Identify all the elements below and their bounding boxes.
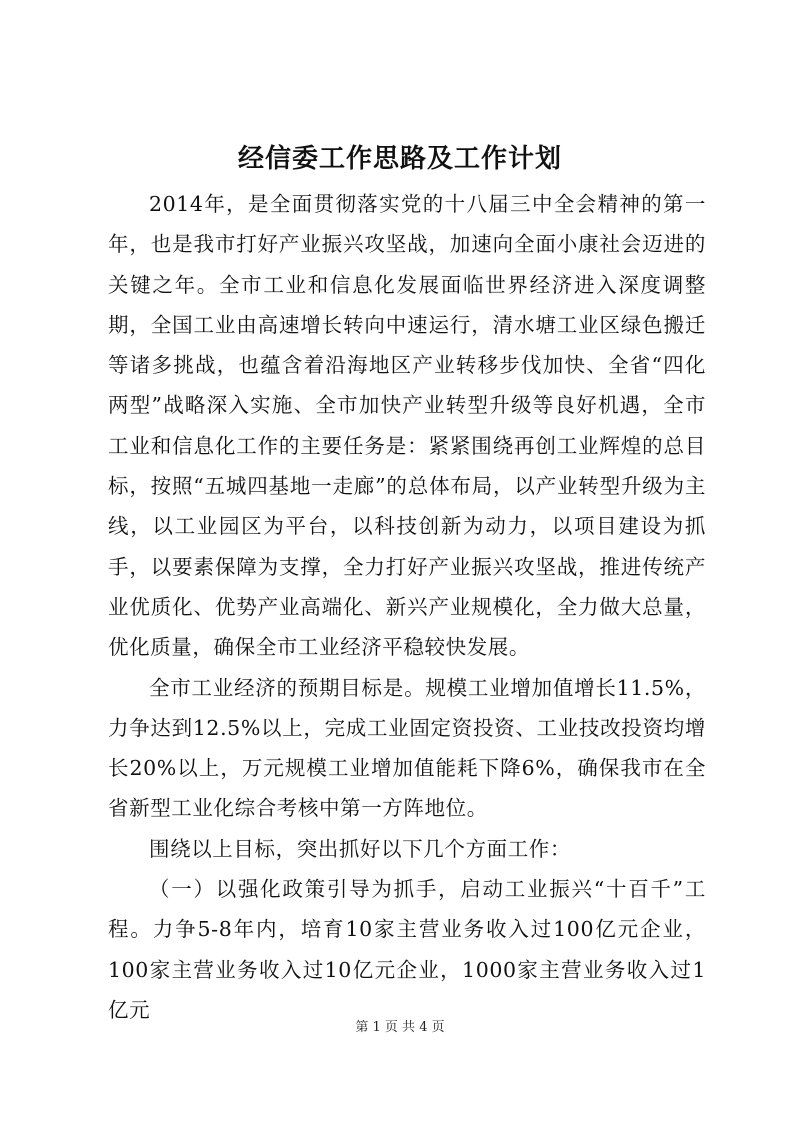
paragraph-item-one: （一）以强化政策引导为抓手，启动工业振兴“十百千”工程。力争5-8年内，培育10家主营业务收入过100亿元企业，100家主营业务收入过10亿元企业，1000家主营业务收入过1亿元 (108, 877, 706, 1022)
paragraph-focus: 围绕以上目标，突出抓好以下几个方面工作： (149, 836, 571, 861)
paragraph-targets: 全市工业经济的预期目标是。规模工业增加值增长11.5%，力争达到12.5%以上，完成工业固定资投资、工业技改投资均增长20%以上，万元规模工业增加值能耗下降6%，确保我市在全省新型工业化综合考核中第一方阵地位。 (108, 675, 706, 821)
paragraph-intro: 2014年，是全面贯彻落实党的十八届三中全会精神的第一年，也是我市打好产业振兴攻坚战，加速向全面小康社会迈进的关键之年。全市工业和信息化发展面临世界经济进入深度调整期，全国工业由高速增长转向中速运行，清水塘工业区绿色搬迁等诸多挑战，也蕴含着沿海地区产业转移步伐加快、全省“四化两型”战略深入实施、全市加快产业转型升级等良好机遇，全市工业和信息化工作的主要任务是：紧紧围绕再创工业辉煌的总目标，按照“五城四基地一走廊”的总体布局，以产业转型升级为主线，以工业园区为平台，以科技创新为动力，以项目建设为抓手，以要素保障为支撑，全力打好产业振兴攻坚战，推进传统产业优质化、优势产业高端化、新兴产业规模化，全力做大总量，优化质量，确保全市工业经济平稳较快发展。 (108, 192, 706, 660)
page-number-footer: 第 1 页 共 4 页 (355, 1020, 445, 1035)
page-title: 经信委工作思路及工作计划 (237, 144, 562, 174)
document-body (108, 184, 706, 1030)
